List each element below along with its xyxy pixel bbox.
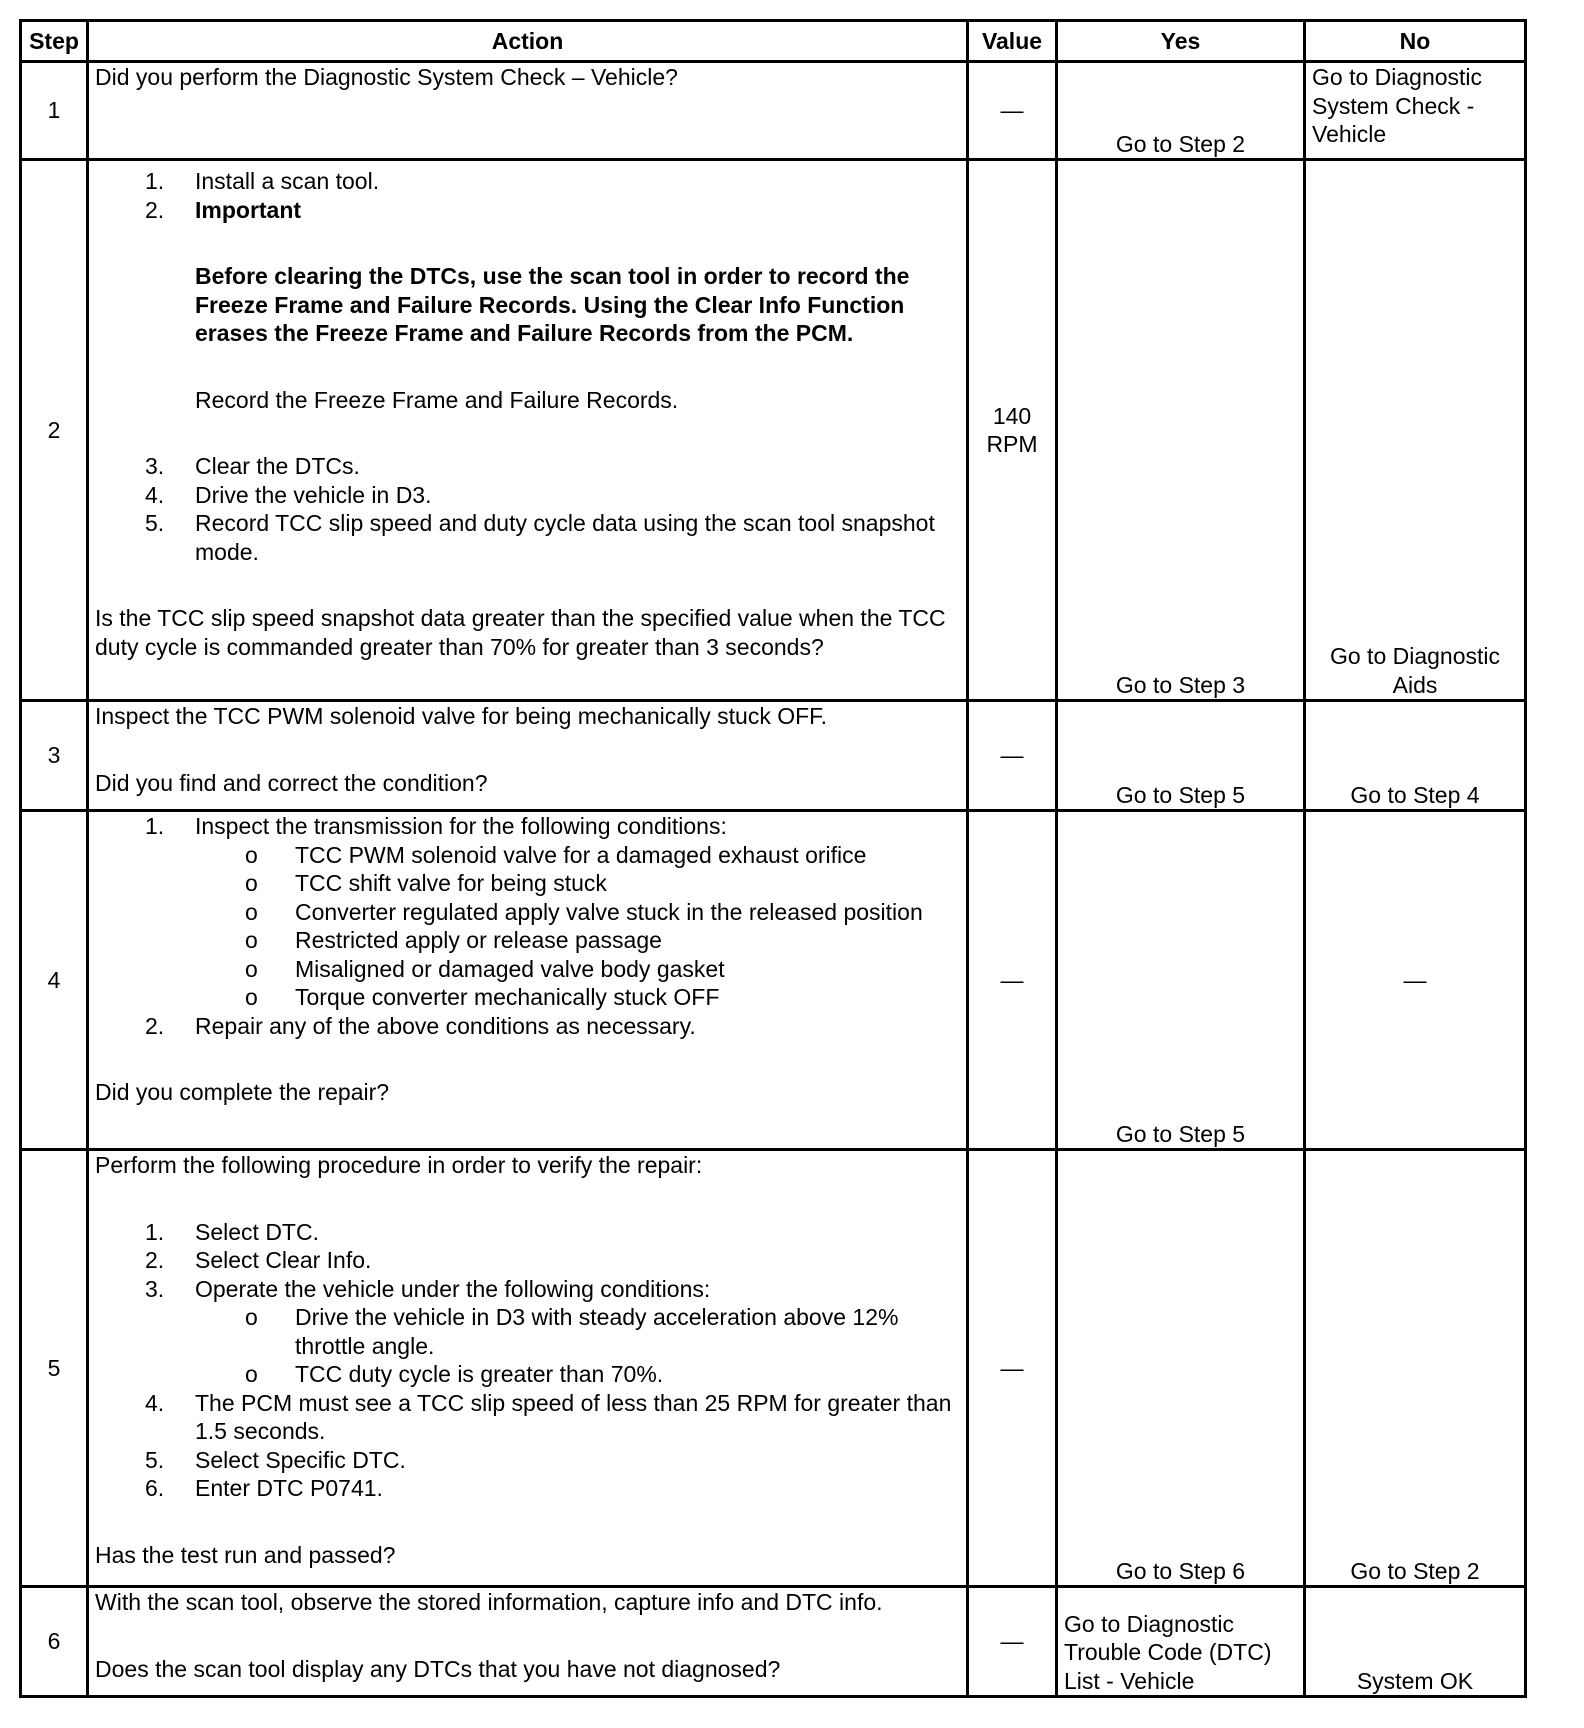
list-item-text: Install a scan tool.: [195, 168, 380, 194]
action-question: Does the scan tool display any DTCs that you have not diagnosed?: [95, 1655, 781, 1682]
yes-text: Go to Diagnostic Trouble Code (DTC) List - Vehicle: [1064, 1610, 1272, 1694]
numbered-list: [95, 812, 960, 1040]
list-item-text: Repair any of the above conditions as necessary.: [195, 1012, 696, 1039]
bullet-marker: o: [245, 984, 258, 1010]
header-value: Value: [968, 21, 1057, 62]
list-item-text: Enter DTC P0741.: [195, 1475, 383, 1501]
list-item: [95, 1389, 960, 1446]
sub-list: [95, 841, 960, 1012]
sub-list-item: [195, 898, 960, 927]
list-number: 3.: [145, 453, 165, 479]
bullet-marker: o: [245, 927, 258, 953]
action-question: Did you find and correct the condition?: [95, 769, 488, 796]
list-item-text: Select DTC.: [195, 1218, 319, 1245]
step-number: 5: [21, 1150, 88, 1587]
bullet-marker: o: [245, 1304, 258, 1330]
yes-cell: Go to Step 5: [1057, 811, 1305, 1150]
no-text: Go to Diagnostic System Check - Vehicle: [1312, 64, 1483, 147]
list-number: 3.: [145, 1275, 165, 1302]
action-question: Did you perform the Diagnostic System Check – Vehicle?: [95, 64, 678, 90]
sub-item-text: Torque converter mechanically stuck OFF: [295, 984, 720, 1010]
list-number: 1.: [145, 168, 165, 194]
header-yes: Yes: [1057, 21, 1305, 62]
table-row: [21, 62, 1526, 160]
no-cell: —: [1305, 811, 1526, 1150]
value-cell: —: [968, 701, 1057, 811]
list-number: 2.: [145, 1247, 165, 1273]
step-number: 1: [21, 62, 88, 160]
value-cell: —: [968, 1587, 1057, 1697]
action-cell: [88, 1150, 968, 1587]
list-item: [95, 1218, 960, 1247]
step-number: 3: [21, 701, 88, 811]
sub-item-text: TCC duty cycle is greater than 70%.: [295, 1361, 664, 1387]
list-item-text: Clear the DTCs.: [195, 453, 360, 479]
action-intro: Perform the following procedure in order to verify the repair:: [95, 1152, 703, 1178]
important-heading: Important: [195, 196, 302, 223]
sub-list-item: [195, 869, 960, 898]
diagnostic-table: [19, 19, 1527, 1698]
list-number: 1.: [145, 813, 165, 839]
yes-cell: Go to Step 6: [1057, 1150, 1305, 1587]
sub-list: [195, 1303, 960, 1389]
no-cell: [1305, 62, 1526, 160]
no-cell: Go to Step 2: [1305, 1150, 1526, 1587]
no-cell: Go to Step 4: [1305, 701, 1526, 811]
list-item-text: Select Specific DTC.: [195, 1446, 406, 1473]
header-no: No: [1305, 21, 1526, 62]
value-unit: RPM: [986, 431, 1038, 457]
sub-list-item: [195, 983, 960, 1012]
list-item: [95, 1012, 960, 1041]
no-cell: Go to Diagnostic Aids: [1305, 160, 1526, 701]
list-item: [95, 1474, 960, 1503]
list-number: 4.: [145, 1389, 165, 1416]
step-number: 4: [21, 811, 88, 1150]
table-row: [21, 160, 1526, 701]
sub-item-text: TCC PWM solenoid valve for a damaged exhaust orifice: [295, 841, 867, 868]
header-row: [21, 21, 1526, 62]
yes-cell: Go to Step 3: [1057, 160, 1305, 701]
value-cell: —: [968, 1150, 1057, 1587]
sub-list-item: [195, 926, 960, 955]
list-number: 6.: [145, 1475, 165, 1501]
yes-cell: [1057, 1587, 1305, 1697]
action-question: Is the TCC slip speed snapshot data greater than the specified value when the TCC duty cycle is commanded greater than 70% for greater than 3 seconds?: [95, 605, 946, 660]
action-cell: [88, 62, 968, 160]
numbered-list: [95, 167, 960, 566]
no-cell: System OK: [1305, 1587, 1526, 1697]
list-item-text: Inspect the transmission for the following conditions:: [195, 813, 727, 839]
sub-item-text: Drive the vehicle in D3 with steady acceleration above 12% throttle angle.: [295, 1304, 899, 1359]
list-item-text: Record the Freeze Frame and Failure Records.: [195, 386, 679, 413]
list-number: 5.: [145, 1446, 165, 1473]
step-number: 2: [21, 160, 88, 701]
value-cell: [968, 160, 1057, 701]
header-step: Step: [21, 21, 88, 62]
bullet-marker: o: [245, 841, 258, 868]
list-item: [95, 481, 960, 510]
numbered-list: [95, 1218, 960, 1503]
list-item: [95, 812, 960, 1012]
sub-item-text: Restricted apply or release passage: [295, 927, 662, 953]
bullet-marker: o: [245, 870, 258, 896]
action-text: With the scan tool, observe the stored information, capture info and DTC info.: [95, 1589, 883, 1615]
action-cell: [88, 811, 968, 1150]
important-note: Before clearing the DTCs, use the scan tool in order to record the Freeze Frame and Failure Records. Using the Clear Info Function erases the Freeze Frame and Failure Records from the PCM.: [195, 263, 910, 346]
list-number: 4.: [145, 481, 165, 508]
list-item-text: Record TCC slip speed and duty cycle data using the scan tool snapshot mode.: [195, 510, 935, 565]
list-item: [95, 1246, 960, 1275]
action-question: Has the test run and passed?: [95, 1541, 396, 1568]
header-action: Action: [88, 21, 968, 62]
list-item-text: Drive the vehicle in D3.: [195, 481, 432, 508]
action-text: Inspect the TCC PWM solenoid valve for being mechanically stuck OFF.: [95, 703, 828, 729]
sub-item-text: Misaligned or damaged valve body gasket: [295, 955, 725, 982]
action-cell: [88, 701, 968, 811]
sub-list-item: [195, 955, 960, 984]
list-number: 1.: [145, 1218, 165, 1245]
list-item: [95, 452, 960, 481]
list-item-text: The PCM must see a TCC slip speed of less than 25 RPM for greater than 1.5 seconds.: [195, 1389, 952, 1444]
action-cell: [88, 1587, 968, 1697]
list-number: 2.: [145, 196, 165, 223]
sub-item-text: Converter regulated apply valve stuck in the released position: [295, 898, 923, 925]
list-item: [95, 509, 960, 566]
list-item-text: Select Clear Info.: [195, 1247, 372, 1273]
bullet-marker: o: [245, 955, 258, 982]
yes-cell: Go to Step 5: [1057, 701, 1305, 811]
sub-list-item: [195, 1303, 960, 1360]
table-row: [21, 1150, 1526, 1587]
sub-list-item: [195, 1360, 960, 1389]
table-row: [21, 701, 1526, 811]
list-item: [95, 1446, 960, 1475]
list-item: [95, 167, 960, 196]
action-question: Did you complete the repair?: [95, 1079, 390, 1105]
yes-cell: Go to Step 2: [1057, 62, 1305, 160]
table-row: [21, 1587, 1526, 1697]
sub-item-text: TCC shift valve for being stuck: [295, 870, 607, 896]
list-item: [95, 196, 960, 415]
action-cell: [88, 160, 968, 701]
step-number: 6: [21, 1587, 88, 1697]
list-number: 2.: [145, 1012, 165, 1039]
list-item-text: Operate the vehicle under the following conditions:: [195, 1275, 711, 1302]
sub-list-item: [195, 841, 960, 870]
table-row: [21, 811, 1526, 1150]
list-item: [95, 1275, 960, 1389]
value-cell: —: [968, 62, 1057, 160]
bullet-marker: o: [245, 898, 258, 925]
bullet-marker: o: [245, 1361, 258, 1387]
value-number: 140: [992, 402, 1032, 429]
list-number: 5.: [145, 510, 165, 536]
value-cell: —: [968, 811, 1057, 1150]
